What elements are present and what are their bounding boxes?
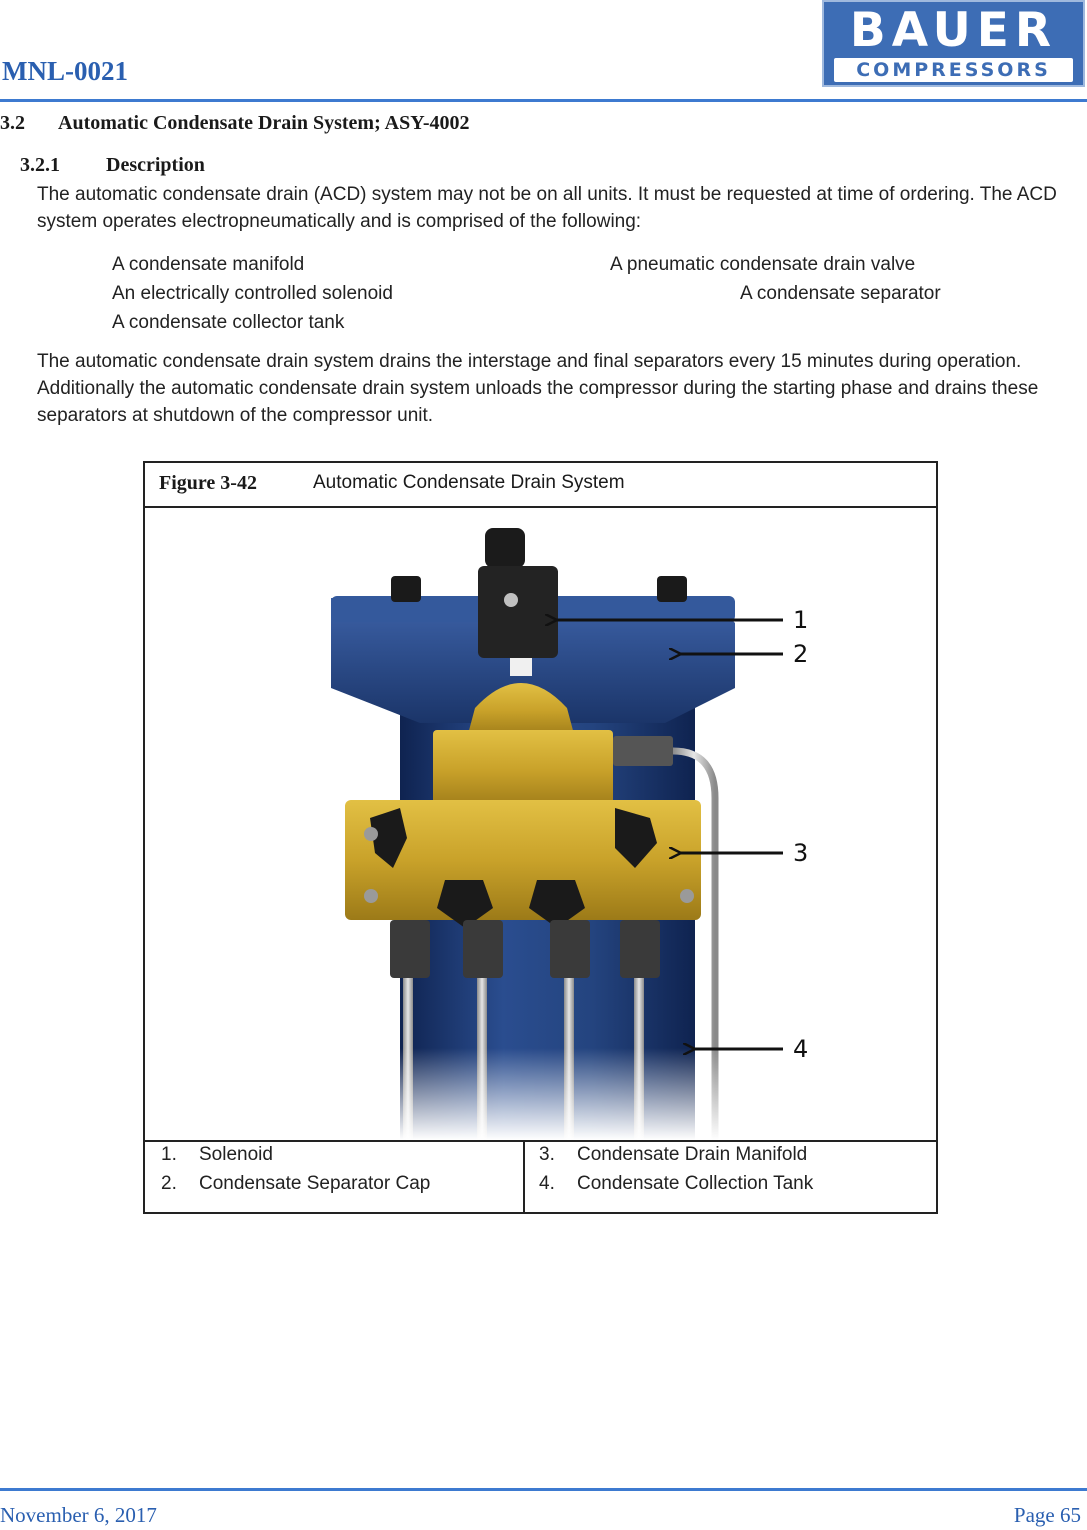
legend-item bbox=[161, 1144, 273, 1166]
logo-subtitle: COMPRESSORS bbox=[834, 58, 1073, 82]
figure-title: Automatic Condensate Drain System bbox=[313, 472, 625, 493]
legend-item bbox=[539, 1144, 807, 1166]
operation-paragraph: The automatic condensate drain system drains the interstage and final separators every 15 minutes during operation. Additionally the automatic condensate drain system unloads the compressor during the starting phase and drains these separators at shutdown of the compressor unit. bbox=[37, 351, 1039, 426]
legend-number: 2. bbox=[161, 1173, 177, 1194]
subsection-heading bbox=[20, 154, 205, 177]
legend-number: 1. bbox=[161, 1144, 177, 1165]
logo-wordmark: BAUER bbox=[849, 3, 1058, 58]
outlet-fitting bbox=[620, 920, 660, 978]
legend-item bbox=[161, 1173, 430, 1195]
drain-system-photo bbox=[145, 508, 936, 1140]
section-heading bbox=[0, 112, 469, 135]
component-item: An electrically controlled solenoid bbox=[112, 283, 393, 304]
footer-page-number: Page 65 bbox=[1013, 1503, 1081, 1527]
legend-text: Condensate Drain Manifold bbox=[577, 1144, 808, 1165]
footer-date: November 6, 2017 bbox=[0, 1503, 157, 1527]
section-number: 3.2 bbox=[0, 112, 25, 134]
figure-caption bbox=[145, 463, 936, 508]
legend-text: Condensate Collection Tank bbox=[577, 1173, 814, 1194]
callout-label-3: 3 bbox=[793, 839, 809, 867]
figure-label: Figure 3-42 bbox=[159, 472, 257, 494]
legend-text: Solenoid bbox=[199, 1144, 273, 1165]
solenoid bbox=[478, 566, 558, 658]
legend-item bbox=[539, 1173, 813, 1195]
legend-text: Condensate Separator Cap bbox=[199, 1173, 431, 1194]
intro-paragraph: The automatic condensate drain (ACD) system may not be on all units. It must be requested at time of ordering. The ACD system operates electropneumatically and is comprised of the following: bbox=[37, 184, 1057, 232]
legend-divider bbox=[523, 1142, 525, 1212]
footer-rule bbox=[0, 1488, 1087, 1491]
callout-label-1: 1 bbox=[793, 606, 809, 634]
figure-box bbox=[143, 461, 938, 1214]
callout-label-4: 4 bbox=[793, 1035, 809, 1063]
subsection-number: 3.2.1 bbox=[20, 154, 60, 176]
figure-legend bbox=[145, 1140, 936, 1212]
component-item: A condensate separator bbox=[740, 283, 941, 304]
component-item: A condensate collector tank bbox=[112, 312, 345, 333]
header-rule bbox=[0, 99, 1087, 102]
bauer-compressors-logo bbox=[822, 0, 1085, 87]
callout-label-2: 2 bbox=[793, 640, 809, 668]
component-item: A pneumatic condensate drain valve bbox=[610, 254, 916, 275]
tube-fitting bbox=[613, 736, 673, 766]
cap-knob bbox=[657, 576, 687, 602]
outlet-fitting bbox=[463, 920, 503, 978]
cap-knob bbox=[391, 576, 421, 602]
legend-number: 4. bbox=[539, 1173, 555, 1194]
component-item: A condensate manifold bbox=[112, 254, 305, 275]
document-id: MNL-0021 bbox=[2, 56, 128, 86]
outlet-fitting bbox=[390, 920, 430, 978]
subsection-title: Description bbox=[106, 154, 205, 176]
legend-number: 3. bbox=[539, 1144, 555, 1165]
outlet-fitting bbox=[550, 920, 590, 978]
section-title: Automatic Condensate Drain System; ASY-4002 bbox=[58, 112, 470, 134]
drain-valve-block bbox=[433, 730, 613, 810]
